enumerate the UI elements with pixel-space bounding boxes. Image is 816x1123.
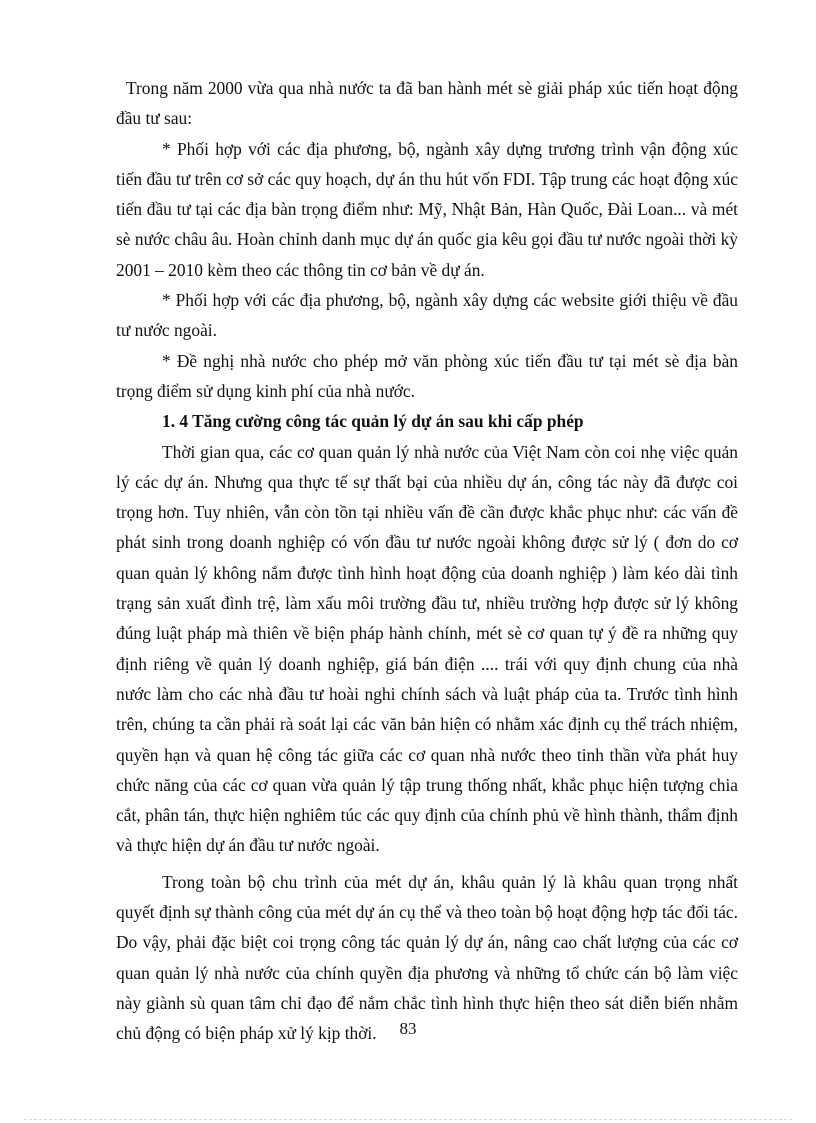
bullet-paragraph-coordination: * Phối hợp với các địa phương, bộ, ngành xây dựng trương trình vận động xúc tiến đầu tư trên cơ sở các quy hoạch, dự án thu hút vốn FDI. Tập trung các hoạt động xúc tiến đầu tư tại các địa bàn trọng điểm như: Mỹ, Nhật Bản, Hàn Quốc, Đài Loan... và mét sè nước châu âu. Hoàn chỉnh danh mục dự án quốc gia kêu gọi đầu tư nước ngoài thời kỳ 2001 – 2010 kèm theo các thông tin cơ bản về dự án.	[116, 138, 738, 280]
bullet-paragraph-website: * Phối hợp với các địa phương, bộ, ngành xây dựng các website giới thiệu về đầu tư nước ngoài.	[116, 290, 738, 341]
page-body	[116, 73, 738, 1049]
body-paragraph-lifecycle: Trong toàn bộ chu trình của mét dự án, khâu quản lý là khâu quan trọng nhất quyết định sự thành công của mét dự án cụ thể và theo toàn bộ hoạt động hợp tác đối tác. Do vậy, phải đặc biệt coi trọng công tác quản lý dự án, nâng cao chất lượng của các cơ quan quản lý nhà nước của chính quyền địa phương và những tổ chức cán bộ làm việc này giành sù quan tâm chỉ đạo để nắm chắc tình hình thực hiện theo sát diễn biến nhằm chủ động có biện pháp xử lý kịp thời.	[116, 871, 738, 1044]
body-paragraph-management: Thời gian qua, các cơ quan quản lý nhà nước của Việt Nam còn coi nhẹ việc quản lý các dự án. Nhưng qua thực tế sự thất bại của nhiều dự án, công tác này đã được coi trọng hơn. Tuy nhiên, vẫn còn tồn tại nhiều vấn đề cần được khắc phục như: các vấn đề phát sinh trong doanh nghiệp có vốn đầu tư nước ngoài không được sử lý ( đơn do cơ quan quản lý không nắm được tình hình hoạt động của doanh nghiệp ) làm kéo dài tình trạng sản xuất đình trệ, làm xấu môi trường đầu tư, nhiều trường hợp được sử lý không đúng luật pháp mà thiên về biện pháp hành chính, mét sè cơ quan tự ý đề ra những quy định riêng về quản lý doanh nghiệp, giá bán điện .... trái với quy định chung của nhà nước làm cho các nhà đầu tư hoài nghi chính sách và luật pháp của ta. Trước tình hình trên, chúng ta cần phải rà soát lại các văn bản hiện có nhằm xác định cụ thể trách nhiệm, quyền hạn và quan hệ công tác giữa các cơ quan nhà nước theo tinh thần vừa phát huy chức năng của các cơ quan vừa quản lý tập trung thống nhất, khắc phục hiện tượng chia cắt, phân tán, thực hiện nghiêm túc các quy định của chính phủ về hình thành, thẩm định và thực hiện dự án đầu tư nước ngoài.	[116, 441, 738, 856]
section-heading: 1. 4 Tăng cường công tác quản lý dự án sau khi cấp phép	[162, 411, 584, 432]
bullet-paragraph-office: * Đề nghị nhà nước cho phép mở văn phòng xúc tiến đầu tư tại mét sè địa bàn trọng điểm sử dụng kinh phí của nhà nước.	[116, 350, 738, 401]
intro-paragraph: Trong năm 2000 vừa qua nhà nước ta đã ban hành mét sè giải pháp xúc tiến hoạt động đầu tư sau:	[116, 78, 738, 129]
page-number: 83	[399, 1019, 417, 1038]
page-bottom-divider	[24, 1119, 792, 1120]
